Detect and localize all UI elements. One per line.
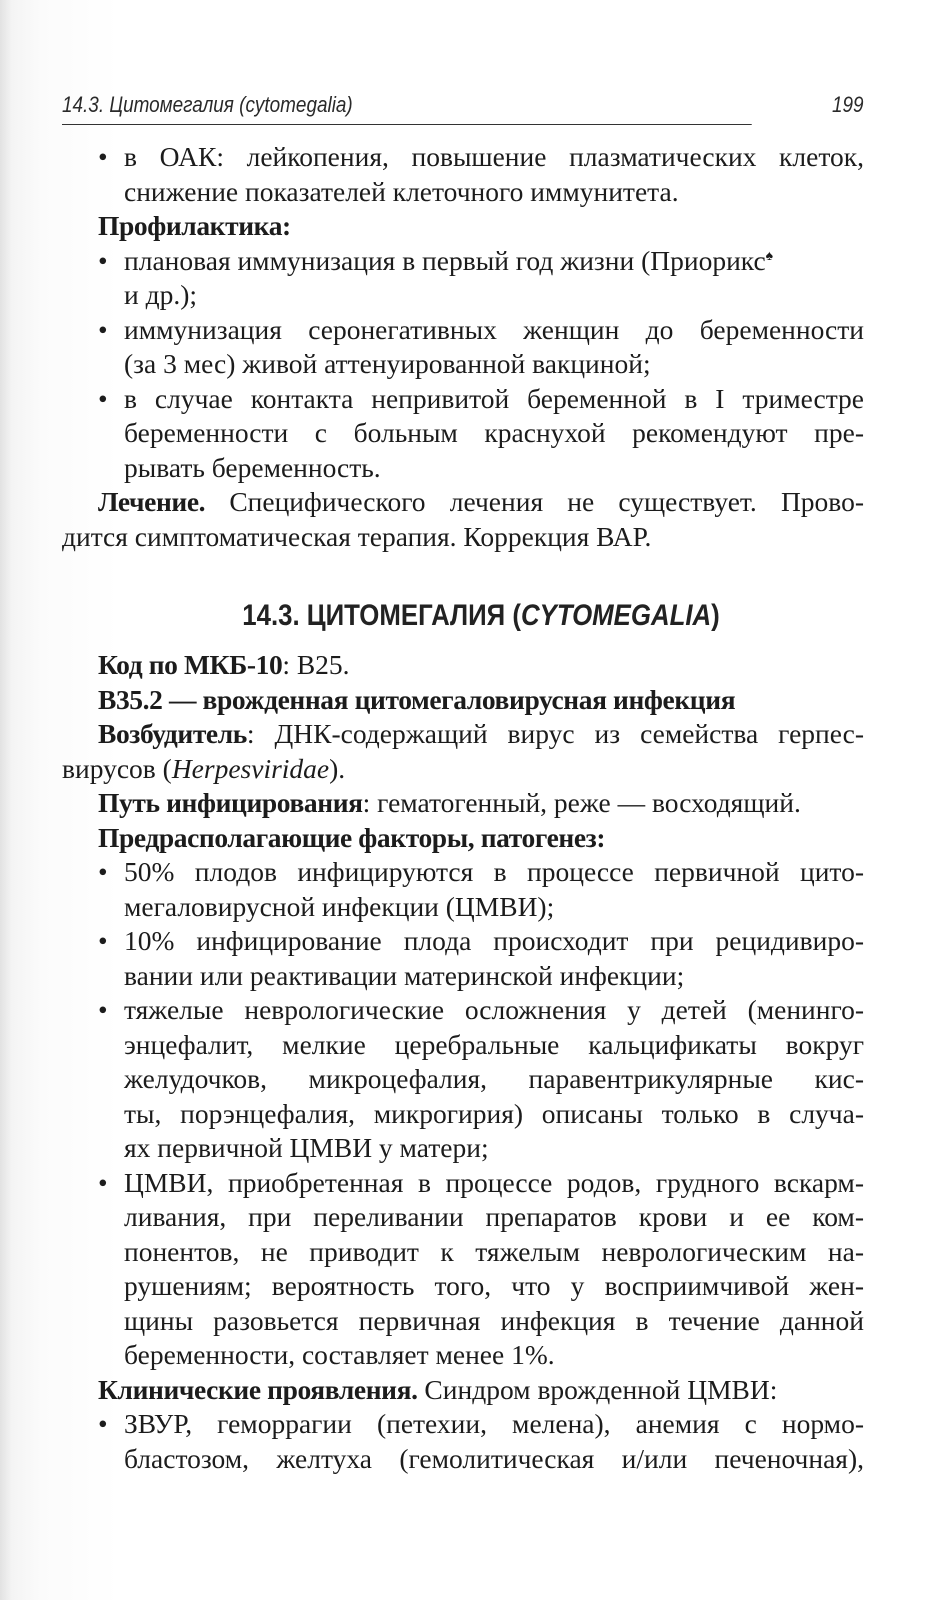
bullet: • [98, 244, 108, 276]
text-line [62, 752, 864, 787]
text-line: ях первичной ЦМВИ у матери; [124, 1132, 489, 1163]
agent-label: Возбудитель [98, 718, 247, 749]
list-item-acquired [98, 1166, 864, 1373]
b35-code-line: В35.2 — врожденная цитомегаловирусная инфекция [98, 683, 736, 715]
text-line: бластозом, желтуха (гемолитическая и/или печеночная), [124, 1442, 864, 1474]
icd-value: : В25. [282, 649, 350, 680]
list-item-complications [98, 993, 864, 1166]
text-line: в ОАК: лейкопения, повышение плазматических клеток, [124, 141, 864, 172]
text-line: рывать беременность. [124, 451, 381, 483]
text-line: дится симптоматическая терапия. Коррекция ВАР. [62, 520, 652, 552]
text-line: 10% инфицирование плода происходит при рецидивиро- [124, 925, 864, 956]
running-header [62, 88, 864, 125]
text-run: Специфического лечения не существует. Прово- [229, 486, 865, 517]
list-item-contact [98, 382, 864, 486]
bullet: • [98, 856, 108, 887]
text-line: ЗВУР, геморрагии (петехии, мелена), анемия с нормо- [124, 1408, 864, 1439]
running-title: 14.3. Цитомегалия (cytomegalia) [62, 92, 353, 117]
bullet: • [98, 1408, 108, 1439]
text-line: беременности с больным краснухой рекомендуют пре- [124, 417, 864, 448]
text-line: и др.); [124, 279, 198, 310]
bullet: • [98, 925, 108, 956]
clinical-line [98, 1373, 864, 1408]
list-item-ten-percent [98, 924, 864, 993]
text-line: ЦМВИ, приобретенная в процессе родов, грудного вскарм- [124, 1166, 864, 1198]
text-run: ). [329, 752, 346, 784]
clinical-value: Синдром врожденной ЦМВИ: [417, 1373, 778, 1405]
agent-paragraph [98, 717, 864, 752]
page-number: 199 [831, 92, 864, 117]
text-line: беременности, составляет менее 1%. [124, 1339, 555, 1370]
text-line: ливания, при переливании препаратов крови и ее ком- [124, 1201, 864, 1232]
text-line: снижение показателей клеточного иммунитета. [124, 175, 679, 207]
route-line [98, 786, 864, 821]
text-line: (за 3 мес) живой аттенуированной вакциной; [124, 348, 651, 379]
text-line: энцефалит, мелкие церебральные кальцификаты вокруг [124, 1028, 864, 1060]
icd-label: Код по МКБ-10 [98, 649, 283, 680]
text-run: вирусов ( [62, 752, 172, 784]
text-run: : ДНК-содержащий вирус из семейства герпес- [246, 718, 864, 749]
bullet: • [98, 141, 108, 172]
text-line: вании или реактивации материнской инфекции; [124, 959, 685, 991]
title-run: 14.3. ЦИТОМЕГАЛИЯ ( [242, 599, 521, 632]
registered-mark: ♠ [765, 248, 774, 264]
title-latin: CYTOMEGALIA [520, 599, 712, 632]
text-line: тяжелые неврологические осложнения у детей (менинго- [124, 994, 864, 1025]
section-title [152, 596, 811, 636]
text-run: плановая иммунизация в первый год жизни (Приорикс [124, 244, 766, 276]
text-line: иммунизация серонегативных женщин до беременности [124, 313, 864, 345]
text-line [124, 244, 864, 279]
text-line: ты, порэнцефалия, микрогирия) описаны только в случа- [124, 1097, 864, 1129]
list-item-oak [98, 140, 864, 209]
bullet: • [98, 313, 108, 345]
latin-term: Herpesviridae [171, 752, 330, 784]
icd-code-line [98, 648, 864, 683]
bullet: • [98, 382, 108, 414]
factors-heading: Предрасполагающие факторы, патогенез: [98, 821, 606, 853]
text-line: мегаловирусной инфекции (ЦМВИ); [124, 890, 555, 922]
treatment-label: Лечение. [98, 486, 206, 517]
route-label: Путь инфицирования [98, 787, 363, 818]
text-line: желудочков, микроцефалия, паравентрикулярные кис- [124, 1063, 864, 1094]
list-item-seronegative [98, 313, 864, 382]
text-line: 50% плодов инфицируются в процессе первичной цито- [124, 856, 864, 887]
list-item-immunization [98, 244, 864, 313]
route-value: : гематогенный, реже — восходящий. [362, 787, 801, 818]
bullet: • [98, 994, 108, 1025]
text-line: щины разовьется первичная инфекция в течение данной [124, 1304, 864, 1336]
text-line: рушениям; вероятность того, что у восприимчивой жен- [124, 1270, 864, 1301]
text-line: понентов, не приводит к тяжелым неврологическим на- [124, 1235, 864, 1267]
prophylaxis-heading: Профилактика: [98, 210, 291, 241]
list-item-ivgr [98, 1407, 864, 1476]
clinical-label: Клинические проявления. [98, 1373, 418, 1405]
title-run: ) [711, 599, 720, 632]
page-body [62, 140, 865, 1476]
list-item-fifty-percent [98, 855, 864, 924]
treatment-paragraph [98, 485, 864, 520]
text-line: в случае контакта непривитой беременной в I триместре [124, 382, 864, 414]
bullet: • [98, 1166, 108, 1198]
